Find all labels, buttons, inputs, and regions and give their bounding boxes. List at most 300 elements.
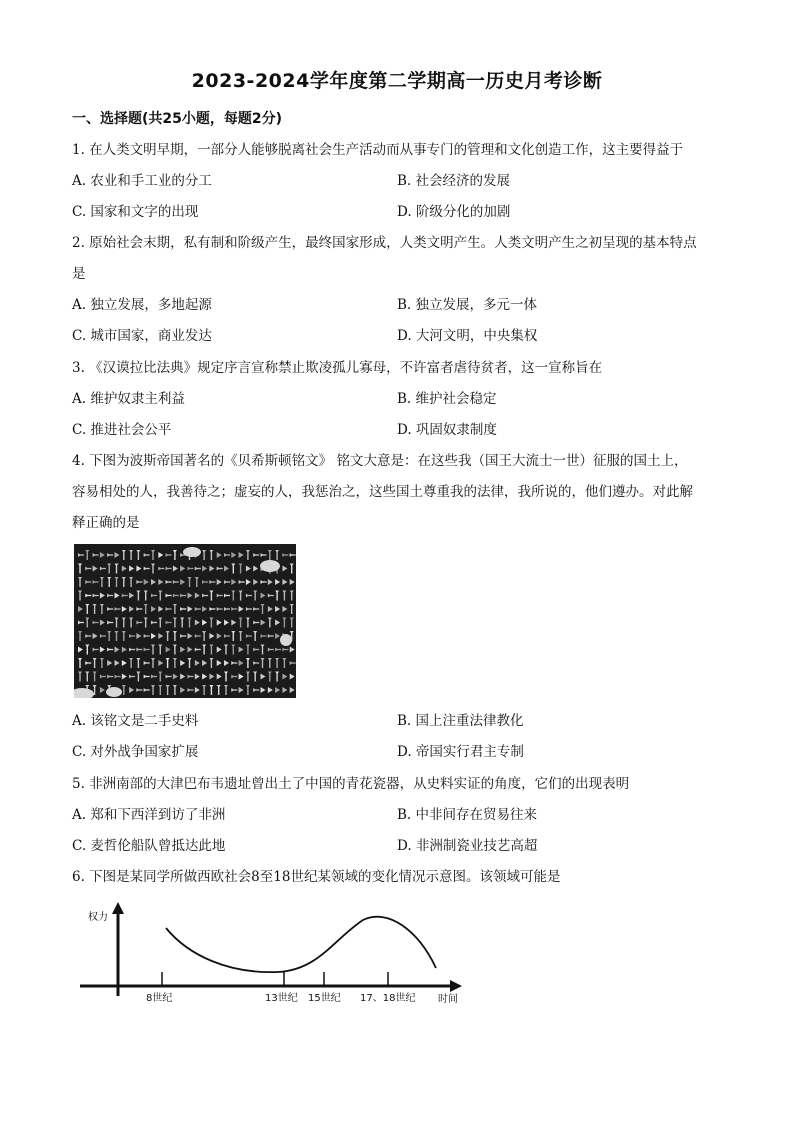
cuneiform-glyph [78, 606, 83, 612]
cuneiform-glyph [246, 658, 250, 668]
cuneiform-glyph [173, 550, 177, 560]
cuneiform-glyph [107, 564, 111, 574]
cuneiform-glyph [202, 660, 207, 666]
cuneiform-glyph [282, 687, 287, 693]
cuneiform-glyph [261, 580, 267, 584]
cuneiform-glyph [151, 685, 155, 695]
cuneiform-glyph [129, 566, 134, 572]
cuneiform-glyph [85, 645, 89, 655]
cuneiform-glyph [202, 685, 206, 695]
cuneiform-glyph [261, 687, 266, 693]
cuneiform-glyph [224, 685, 228, 695]
cuneiform-glyph [268, 594, 274, 598]
cuneiform-glyph [275, 687, 280, 693]
cuneiform-glyph [85, 594, 91, 598]
cuneiform-glyph [195, 660, 200, 666]
cuneiform-glyph [129, 606, 134, 612]
cuneiform-glyph [78, 591, 82, 601]
stone-wear-spot [74, 688, 94, 698]
cuneiform-glyph [268, 606, 273, 612]
cuneiform-glyph [78, 647, 83, 653]
tick-label-17-18th-century: 17、18世纪 [360, 993, 416, 1004]
cuneiform-glyph [180, 647, 185, 653]
cuneiform-glyph [209, 566, 214, 572]
cuneiform-glyph [275, 591, 279, 601]
cuneiform-glyph [253, 621, 259, 625]
question-4-option-c: C. 对外战争国家扩展 [72, 744, 199, 760]
cuneiform-glyph [202, 550, 206, 560]
cuneiform-glyph [217, 579, 222, 585]
cuneiform-glyph [202, 594, 208, 598]
cuneiform-glyph [180, 618, 184, 628]
cuneiform-glyph [275, 672, 279, 682]
y-axis-label: 权力 [88, 912, 108, 923]
cuneiform-glyph [195, 607, 201, 611]
cuneiform-glyph [282, 618, 286, 628]
cuneiform-glyph [246, 566, 251, 572]
cuneiform-glyph [195, 648, 201, 652]
cuneiform-glyph [144, 661, 150, 665]
cuneiform-glyph [158, 579, 163, 585]
cuneiform-glyph [107, 594, 113, 598]
question-2-option-d: D. 大河文明，中央集权 [397, 328, 538, 344]
cuneiform-glyph [158, 660, 163, 666]
question-5-line-1: 5. 非洲南部的大津巴布韦遗址曾出土了中国的青花瓷器，从史料实证的角度，它们的出现表明 [72, 776, 630, 792]
cuneiform-glyph [282, 579, 287, 585]
cuneiform-glyph [188, 633, 193, 639]
cuneiform-glyph [195, 634, 201, 638]
cuneiform-glyph [166, 594, 172, 598]
cuneiform-glyph [188, 688, 194, 692]
cuneiform-glyph [282, 648, 288, 652]
cuneiform-glyph [166, 647, 171, 653]
question-2-line-1: 2. 原始社会末期，私有制和阶级产生，最终国家形成，人类文明产生。人类文明产生之初呈现的基本特点 [72, 235, 697, 251]
cuneiform-glyph [85, 567, 91, 571]
question-3-option-b: B. 维护社会稳定 [397, 391, 497, 407]
cuneiform-glyph [136, 607, 142, 611]
cuneiform-glyph [231, 591, 235, 601]
question-1-line-1: 1. 在人类文明早期，一部分人能够脱离社会生产活动而从事专门的管理和文化创造工作，这主要得益于 [72, 142, 684, 158]
cuneiform-glyph [188, 658, 192, 668]
cuneiform-glyph [246, 634, 252, 638]
cuneiform-glyph [144, 591, 148, 601]
cuneiform-glyph [239, 580, 245, 584]
behistun-inscription-image [74, 544, 296, 698]
cuneiform-glyph [115, 593, 120, 599]
cuneiform-glyph [144, 579, 149, 585]
cuneiform-glyph [115, 631, 119, 641]
cuneiform-glyph [129, 658, 133, 668]
cuneiform-glyph [246, 672, 250, 682]
cuneiform-glyph [173, 604, 177, 614]
question-1-option-d: D. 阶级分化的加剧 [397, 204, 511, 220]
tick-label-13th-century: 13世纪 [265, 993, 298, 1004]
cuneiform-glyph [282, 553, 288, 557]
cuneiform-glyph [231, 645, 235, 655]
cuneiform-glyph [151, 675, 157, 679]
cuneiform-glyph [290, 604, 294, 614]
question-4-line-3: 释正确的是 [72, 515, 140, 531]
cuneiform-glyph [136, 648, 142, 652]
cuneiform-glyph [151, 658, 155, 668]
cuneiform-glyph [180, 607, 186, 611]
cuneiform-glyph [290, 674, 295, 680]
cuneiform-glyph [166, 675, 172, 679]
cuneiform-glyph [129, 577, 133, 587]
cuneiform-glyph [100, 658, 104, 668]
cuneiform-glyph [224, 566, 229, 572]
cuneiform-glyph [290, 591, 294, 601]
question-3-option-d: D. 巩固奴隶制度 [397, 422, 497, 438]
cuneiform-glyph [107, 660, 112, 666]
cuneiform-glyph [268, 648, 274, 652]
question-5-option-d: D. 非洲制瓷业技艺高超 [397, 838, 538, 854]
tick-label-15th-century: 15世纪 [308, 993, 341, 1004]
cuneiform-glyph [253, 648, 259, 652]
cuneiform-glyph [115, 577, 119, 587]
stone-wear-spot [183, 547, 201, 557]
cuneiform-glyph [122, 566, 127, 572]
cuneiform-glyph [78, 564, 82, 574]
cuneiform-glyph [100, 634, 106, 638]
cuneiform-glyph [261, 674, 266, 680]
cuneiform-glyph [144, 675, 150, 679]
cuneiform-glyph [166, 607, 172, 611]
question-4-option-a: A. 该铭文是二手史料 [72, 713, 199, 729]
question-4-line-1: 4. 下图为波斯帝国著名的《贝希斯顿铭文》 铭文大意是：在这些我（国王大流士一世）征服的国土上， [72, 453, 688, 469]
cuneiform-glyph [246, 645, 250, 655]
question-2-option-c: C. 城市国家，商业发达 [72, 328, 212, 344]
cuneiform-glyph [158, 685, 162, 695]
cuneiform-glyph [78, 553, 84, 557]
cuneiform-glyph [85, 661, 91, 665]
question-3-option-c: C. 推进社会公平 [72, 422, 172, 438]
cuneiform-glyph [122, 594, 128, 598]
cuneiform-glyph [136, 621, 142, 625]
cuneiform-glyph [158, 552, 163, 558]
cuneiform-glyph [129, 648, 135, 652]
cuneiform-glyph [224, 580, 230, 584]
question-6-line-1: 6. 下图是某同学所做西欧社会8至18世纪某领域的变化情况示意图。该领域可能是 [72, 869, 561, 885]
cuneiform-glyph [217, 674, 222, 680]
question-4-line-2: 容易相处的人，我善待之；虚妄的人，我惩治之，这些国土尊重我的法律，我所说的，他们遵办。对此解 [72, 484, 693, 500]
cuneiform-glyph [166, 580, 172, 584]
cuneiform-glyph [129, 687, 134, 693]
stone-wear-spot [260, 560, 280, 572]
cuneiform-glyph [173, 566, 178, 572]
cuneiform-glyph [217, 660, 222, 666]
cuneiform-glyph [239, 564, 243, 574]
cuneiform-glyph [217, 685, 221, 695]
cuneiform-glyph [209, 633, 214, 639]
cuneiform-glyph [122, 606, 127, 612]
cuneiform-glyph [100, 577, 104, 587]
cuneiform-glyph [107, 631, 111, 641]
cuneiform-glyph [136, 550, 140, 560]
cuneiform-glyph [151, 645, 155, 655]
cuneiform-glyph [275, 648, 281, 652]
question-2-line-2: 是 [72, 266, 86, 282]
cuneiform-glyph [246, 618, 250, 628]
cuneiform-glyph [93, 553, 99, 557]
cuneiform-glyph [253, 579, 258, 585]
question-5-option-b: B. 中非间存在贸易往来 [397, 807, 538, 823]
cuneiform-glyph [195, 687, 200, 693]
cuneiform-glyph [209, 645, 213, 655]
cuneiform-glyph [107, 648, 113, 652]
cuneiform-glyph [144, 604, 148, 614]
cuneiform-glyph [268, 687, 273, 693]
cuneiform-glyph [268, 672, 272, 682]
cuneiform-glyph [158, 567, 164, 571]
cuneiform-glyph [188, 577, 192, 587]
cuneiform-glyph [275, 550, 279, 560]
power-trend-chart [78, 900, 468, 1014]
cuneiform-glyph [282, 674, 287, 680]
cuneiform-glyph [151, 594, 157, 598]
question-4-option-b: B. 国上注重法律教化 [397, 713, 524, 729]
cuneiform-glyph [151, 550, 155, 560]
cuneiform-glyph [282, 606, 287, 612]
cuneiform-glyph [158, 618, 162, 628]
cuneiform-glyph [231, 579, 236, 585]
cuneiform-glyph [136, 591, 140, 601]
cuneiform-glyph [166, 621, 172, 625]
cuneiform-glyph [173, 618, 177, 628]
cuneiform-glyph [261, 604, 265, 614]
cuneiform-glyph [231, 688, 237, 692]
cuneiform-glyph [217, 633, 222, 639]
cuneiform-glyph [239, 606, 244, 612]
cuneiform-glyph [253, 553, 259, 557]
cuneiform-glyph [180, 566, 185, 572]
cuneiform-glyph [188, 675, 194, 679]
cuneiform-glyph [209, 607, 215, 611]
cuneiform-glyph [282, 658, 286, 668]
section-heading: 一、选择题(共25小题，每题2分) [72, 111, 283, 127]
cuneiform-glyph [115, 564, 119, 574]
cuneiform-glyph [246, 594, 252, 598]
cuneiform-glyph [253, 566, 258, 572]
cuneiform-glyph [239, 618, 243, 628]
question-3-line-1: 3. 《汉谟拉比法典》规定序言宣称禁止欺凌孤儿寡母，不许富者虐待贫者，这一宣称旨在 [72, 360, 603, 376]
cuneiform-glyph [290, 579, 295, 585]
cuneiform-glyph [136, 580, 142, 584]
cuneiform-glyph [188, 593, 193, 599]
cuneiform-glyph [195, 567, 201, 571]
cuneiform-glyph [202, 645, 206, 655]
cuneiform-glyph [195, 577, 199, 587]
cuneiform-glyph [100, 593, 105, 599]
cuneiform-glyph [246, 550, 250, 560]
cuneiform-glyph [239, 647, 244, 653]
cuneiform-glyph [122, 577, 126, 587]
cuneiform-glyph [217, 607, 223, 611]
cuneiform-glyph [144, 634, 150, 638]
cuneiform-glyph [231, 661, 237, 665]
cuneiform-glyph [224, 620, 229, 626]
cuneiform-glyph [188, 618, 192, 628]
cuneiform-texture [74, 544, 296, 698]
cuneiform-glyph [151, 633, 156, 639]
cuneiform-glyph [275, 606, 280, 612]
cuneiform-glyph [180, 634, 186, 638]
cuneiform-glyph [85, 672, 89, 682]
cuneiform-glyph [224, 553, 230, 557]
cuneiform-glyph [100, 620, 105, 626]
cuneiform-glyph [180, 660, 185, 666]
cuneiform-glyph [202, 631, 206, 641]
cuneiform-glyph [195, 674, 200, 680]
cuneiform-glyph [180, 579, 185, 585]
cuneiform-glyph [129, 618, 133, 628]
cuneiform-glyph [93, 580, 99, 584]
cuneiform-glyph [93, 621, 99, 625]
cuneiform-glyph [173, 645, 177, 655]
cuneiform-glyph [290, 618, 294, 628]
cuneiform-glyph [224, 645, 228, 655]
cuneiform-glyph [231, 620, 236, 626]
question-5-option-c: C. 麦哲伦船队曾抵达此地 [72, 838, 226, 854]
cuneiform-glyph [202, 674, 207, 680]
cuneiform-glyph [122, 550, 126, 560]
cuneiform-glyph [239, 660, 244, 666]
cuneiform-glyph [246, 579, 251, 585]
cuneiform-glyph [166, 658, 170, 668]
cuneiform-glyph [246, 607, 252, 611]
cuneiform-glyph [282, 591, 286, 601]
question-2-option-b: B. 独立发展，多元一体 [397, 297, 538, 313]
cuneiform-glyph [144, 567, 150, 571]
cuneiform-glyph [188, 606, 193, 612]
cuneiform-glyph [180, 674, 185, 680]
cuneiform-glyph [217, 647, 222, 653]
cuneiform-glyph [275, 620, 280, 626]
stone-wear-spot [280, 634, 292, 646]
cuneiform-glyph [282, 566, 287, 572]
x-axis-arrow [450, 980, 462, 992]
cuneiform-glyph [93, 633, 98, 639]
cuneiform-glyph [129, 550, 133, 560]
cuneiform-glyph [173, 631, 177, 641]
question-3-option-a: A. 维护奴隶主利益 [72, 391, 185, 407]
cuneiform-glyph [107, 577, 111, 587]
cuneiform-glyph [85, 634, 91, 638]
cuneiform-glyph [231, 564, 235, 574]
cuneiform-glyph [151, 579, 156, 585]
cuneiform-glyph [253, 631, 257, 641]
cuneiform-glyph [202, 566, 207, 572]
question-2-option-a: A. 独立发展，多地起源 [72, 297, 212, 313]
cuneiform-glyph [239, 687, 244, 693]
cuneiform-glyph [268, 618, 272, 628]
cuneiform-glyph [158, 633, 163, 639]
cuneiform-glyph [166, 631, 170, 641]
cuneiform-glyph [122, 618, 126, 628]
cuneiform-glyph [224, 594, 230, 598]
cuneiform-glyph [290, 661, 296, 665]
cuneiform-glyph [100, 604, 104, 614]
cuneiform-glyph [151, 564, 155, 574]
cuneiform-glyph [166, 685, 170, 695]
cuneiform-glyph [224, 634, 230, 638]
cuneiform-glyph [275, 658, 279, 668]
cuneiform-glyph [136, 566, 141, 572]
cuneiform-glyph [239, 591, 243, 601]
cuneiform-glyph [107, 621, 113, 625]
cuneiform-glyph [93, 566, 98, 572]
cuneiform-glyph [253, 607, 259, 611]
cuneiform-glyph [100, 552, 105, 558]
cuneiform-glyph [93, 672, 97, 682]
cuneiform-glyph [100, 647, 105, 653]
cuneiform-glyph [166, 567, 172, 571]
cuneiform-glyph [151, 606, 156, 612]
question-4-option-d: D. 帝国实行君主专制 [397, 744, 524, 760]
cuneiform-glyph [122, 660, 127, 666]
cuneiform-glyph [261, 658, 265, 668]
cuneiform-glyph [158, 645, 162, 655]
cuneiform-glyph [93, 604, 97, 614]
cuneiform-glyph [195, 620, 200, 626]
cuneiform-glyph [173, 594, 179, 598]
cuneiform-glyph [209, 618, 213, 628]
cuneiform-glyph [78, 631, 82, 641]
cuneiform-glyph [231, 607, 237, 611]
cuneiform-glyph [78, 577, 82, 587]
cuneiform-glyph [85, 580, 91, 584]
cuneiform-glyph [100, 687, 105, 693]
cuneiform-glyph [122, 674, 127, 680]
cuneiform-glyph [239, 552, 244, 558]
cuneiform-glyph [144, 618, 148, 628]
cuneiform-glyph [93, 594, 99, 598]
cuneiform-glyph [85, 550, 89, 560]
cuneiform-glyph [290, 687, 295, 693]
page-title: 2023-2024学年度第二学期高一历史月考诊断 [191, 70, 603, 92]
question-1-option-a: A. 农业和手工业的分工 [72, 173, 212, 189]
cuneiform-glyph [217, 567, 223, 571]
cuneiform-glyph [115, 618, 119, 628]
cuneiform-glyph [268, 550, 272, 560]
cuneiform-glyph [261, 593, 266, 599]
cuneiform-glyph [85, 604, 89, 614]
question-1-option-b: B. 社会经济的发展 [397, 173, 511, 189]
cuneiform-glyph [253, 672, 257, 682]
cuneiform-glyph [253, 661, 259, 665]
cuneiform-glyph [261, 553, 267, 557]
cuneiform-glyph [122, 647, 127, 653]
cuneiform-glyph [231, 631, 235, 641]
cuneiform-glyph [93, 658, 97, 668]
cuneiform-glyph [136, 633, 141, 639]
cuneiform-glyph [136, 688, 142, 692]
cuneiform-glyph [202, 580, 208, 584]
cuneiform-glyph [144, 553, 150, 557]
cuneiform-glyph [268, 634, 274, 638]
cuneiform-glyph [231, 675, 237, 679]
cuneiform-glyph [129, 593, 134, 599]
cuneiform-glyph [217, 620, 222, 626]
cuneiform-glyph [173, 674, 178, 680]
cuneiform-glyph [173, 580, 179, 584]
cuneiform-glyph [268, 658, 272, 668]
cuneiform-glyph [195, 593, 200, 599]
cuneiform-glyph [78, 658, 82, 668]
cuneiform-glyph [217, 552, 222, 558]
cuneiform-glyph [253, 591, 257, 601]
cuneiform-glyph [180, 594, 186, 598]
